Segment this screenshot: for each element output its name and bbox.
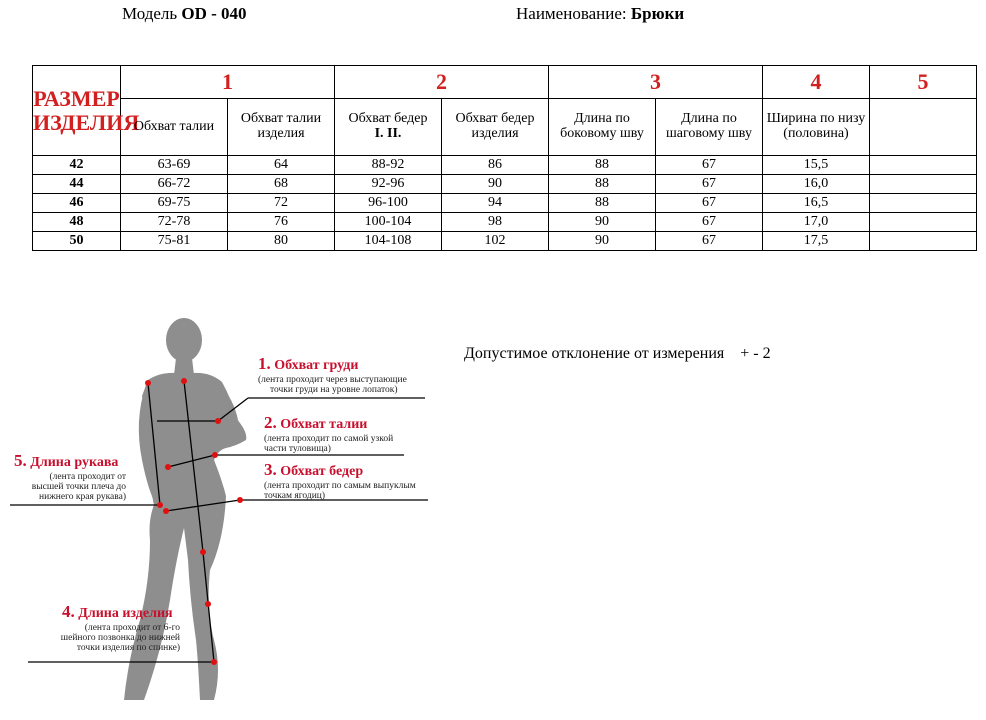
point-marker	[212, 452, 218, 458]
group-4: 4	[763, 66, 870, 99]
model-header	[122, 4, 247, 24]
col-hips-label: Обхват бедер	[348, 111, 428, 127]
point-marker	[145, 380, 151, 386]
point-marker	[215, 418, 221, 424]
cell: 72	[228, 194, 335, 213]
cell: 69-75	[121, 194, 228, 213]
cell: 90	[549, 232, 656, 251]
ann-1-note-2: точки груди на уровне лопаток)	[270, 385, 398, 395]
point-marker	[211, 659, 217, 665]
name-label: Наименование:	[516, 4, 631, 23]
ann-1-note-1: (лента проходит через выступающие	[258, 375, 407, 385]
size-corner-header: РАЗМЕР ИЗДЕЛИЯ	[33, 66, 121, 156]
size-table	[32, 65, 977, 251]
cell: 98	[442, 213, 549, 232]
cell: 66-72	[121, 175, 228, 194]
cell: 80	[228, 232, 335, 251]
ann-3-title: 3. Обхват бедер	[264, 460, 364, 479]
group-2: 2	[335, 66, 549, 99]
cell: 67	[656, 194, 763, 213]
ann-3-note-1: (лента проходит по самым выпуклым	[264, 481, 416, 491]
col-hips	[335, 99, 442, 156]
cell: 90	[442, 175, 549, 194]
cell: 17,5	[763, 232, 870, 251]
point-marker	[181, 378, 187, 384]
cell	[870, 156, 977, 175]
col-hips-garment: Обхват бедер изделия	[442, 99, 549, 156]
cell	[870, 194, 977, 213]
ann-4-note-2: шейного позвонка до нижней	[60, 633, 180, 643]
cell: 67	[656, 175, 763, 194]
table-row	[33, 232, 977, 251]
ann-2-note-2: части туловища)	[264, 444, 331, 454]
name-value: Брюки	[630, 4, 685, 23]
cell: 67	[656, 156, 763, 175]
ann-4-title: 4. Длина изделия	[62, 602, 173, 621]
cell: 96-100	[335, 194, 442, 213]
col-hips-suffix: I. II.	[374, 126, 402, 141]
row-size: 44	[33, 175, 121, 194]
cell: 72-78	[121, 213, 228, 232]
point-marker	[205, 601, 211, 607]
cell: 86	[442, 156, 549, 175]
col-hem-width: Ширина по низу (половина)	[763, 99, 870, 156]
table-row	[33, 156, 977, 175]
cell: 15,5	[763, 156, 870, 175]
cell: 100-104	[335, 213, 442, 232]
group-5: 5	[870, 66, 977, 99]
cell	[870, 213, 977, 232]
group-3: 3	[549, 66, 763, 99]
point-marker	[157, 502, 163, 508]
col-inseam: Длина по шаговому шву	[656, 99, 763, 156]
column-header-row	[33, 99, 977, 156]
tolerance-value: + - 2	[740, 345, 771, 362]
table-row	[33, 175, 977, 194]
cell: 88	[549, 175, 656, 194]
measurement-figure	[0, 300, 500, 712]
col-side-seam: Длина по боковому шву	[549, 99, 656, 156]
point-marker	[163, 508, 169, 514]
cell: 67	[656, 232, 763, 251]
cell: 16,5	[763, 194, 870, 213]
cell: 90	[549, 213, 656, 232]
cell: 67	[656, 213, 763, 232]
cell: 16,0	[763, 175, 870, 194]
cell: 94	[442, 194, 549, 213]
cell: 68	[228, 175, 335, 194]
model-value: OD - 040	[181, 4, 247, 23]
ann-4-note-1: (лента проходит от 6-го	[84, 623, 180, 633]
cell: 75-81	[121, 232, 228, 251]
group-number-row	[33, 66, 977, 99]
cell	[870, 232, 977, 251]
cell: 64	[228, 156, 335, 175]
row-size: 46	[33, 194, 121, 213]
point-marker	[237, 497, 243, 503]
ann-2-title: 2. Обхват талии	[264, 413, 368, 432]
ann-5-note-1: (лента проходит от	[49, 472, 126, 482]
cell: 76	[228, 213, 335, 232]
cell: 88-92	[335, 156, 442, 175]
point-marker	[165, 464, 171, 470]
cell: 63-69	[121, 156, 228, 175]
tolerance-note	[464, 345, 771, 363]
col-waist: Обхват талии	[121, 99, 228, 156]
ann-4-note-3: точки изделия по спинке)	[76, 643, 180, 653]
cell: 88	[549, 156, 656, 175]
name-header	[516, 4, 684, 24]
ann-2-note-1: (лента проходит по самой узкой	[264, 434, 394, 444]
cell	[870, 175, 977, 194]
ann-5-title: 5. Длина рукава	[14, 451, 119, 470]
table-row	[33, 194, 977, 213]
col-waist-garment: Обхват талии изделия	[228, 99, 335, 156]
tolerance-text: Допустимое отклонение от измерения	[464, 345, 725, 362]
ann-5-note-2: высшей точки плеча до	[31, 482, 126, 492]
table-row	[33, 213, 977, 232]
row-size: 50	[33, 232, 121, 251]
cell: 17,0	[763, 213, 870, 232]
cell: 102	[442, 232, 549, 251]
point-marker	[200, 549, 206, 555]
row-size: 48	[33, 213, 121, 232]
cell: 104-108	[335, 232, 442, 251]
cell: 88	[549, 194, 656, 213]
row-size: 42	[33, 156, 121, 175]
model-label: Модель	[122, 4, 182, 23]
ann-3-note-2: точкам ягодиц)	[264, 491, 326, 501]
ann-1-title: 1. Обхват груди	[258, 354, 359, 373]
ann-5-note-3: нижнего края рукава)	[39, 492, 126, 502]
cell: 92-96	[335, 175, 442, 194]
col-empty	[870, 99, 977, 156]
group-1: 1	[121, 66, 335, 99]
